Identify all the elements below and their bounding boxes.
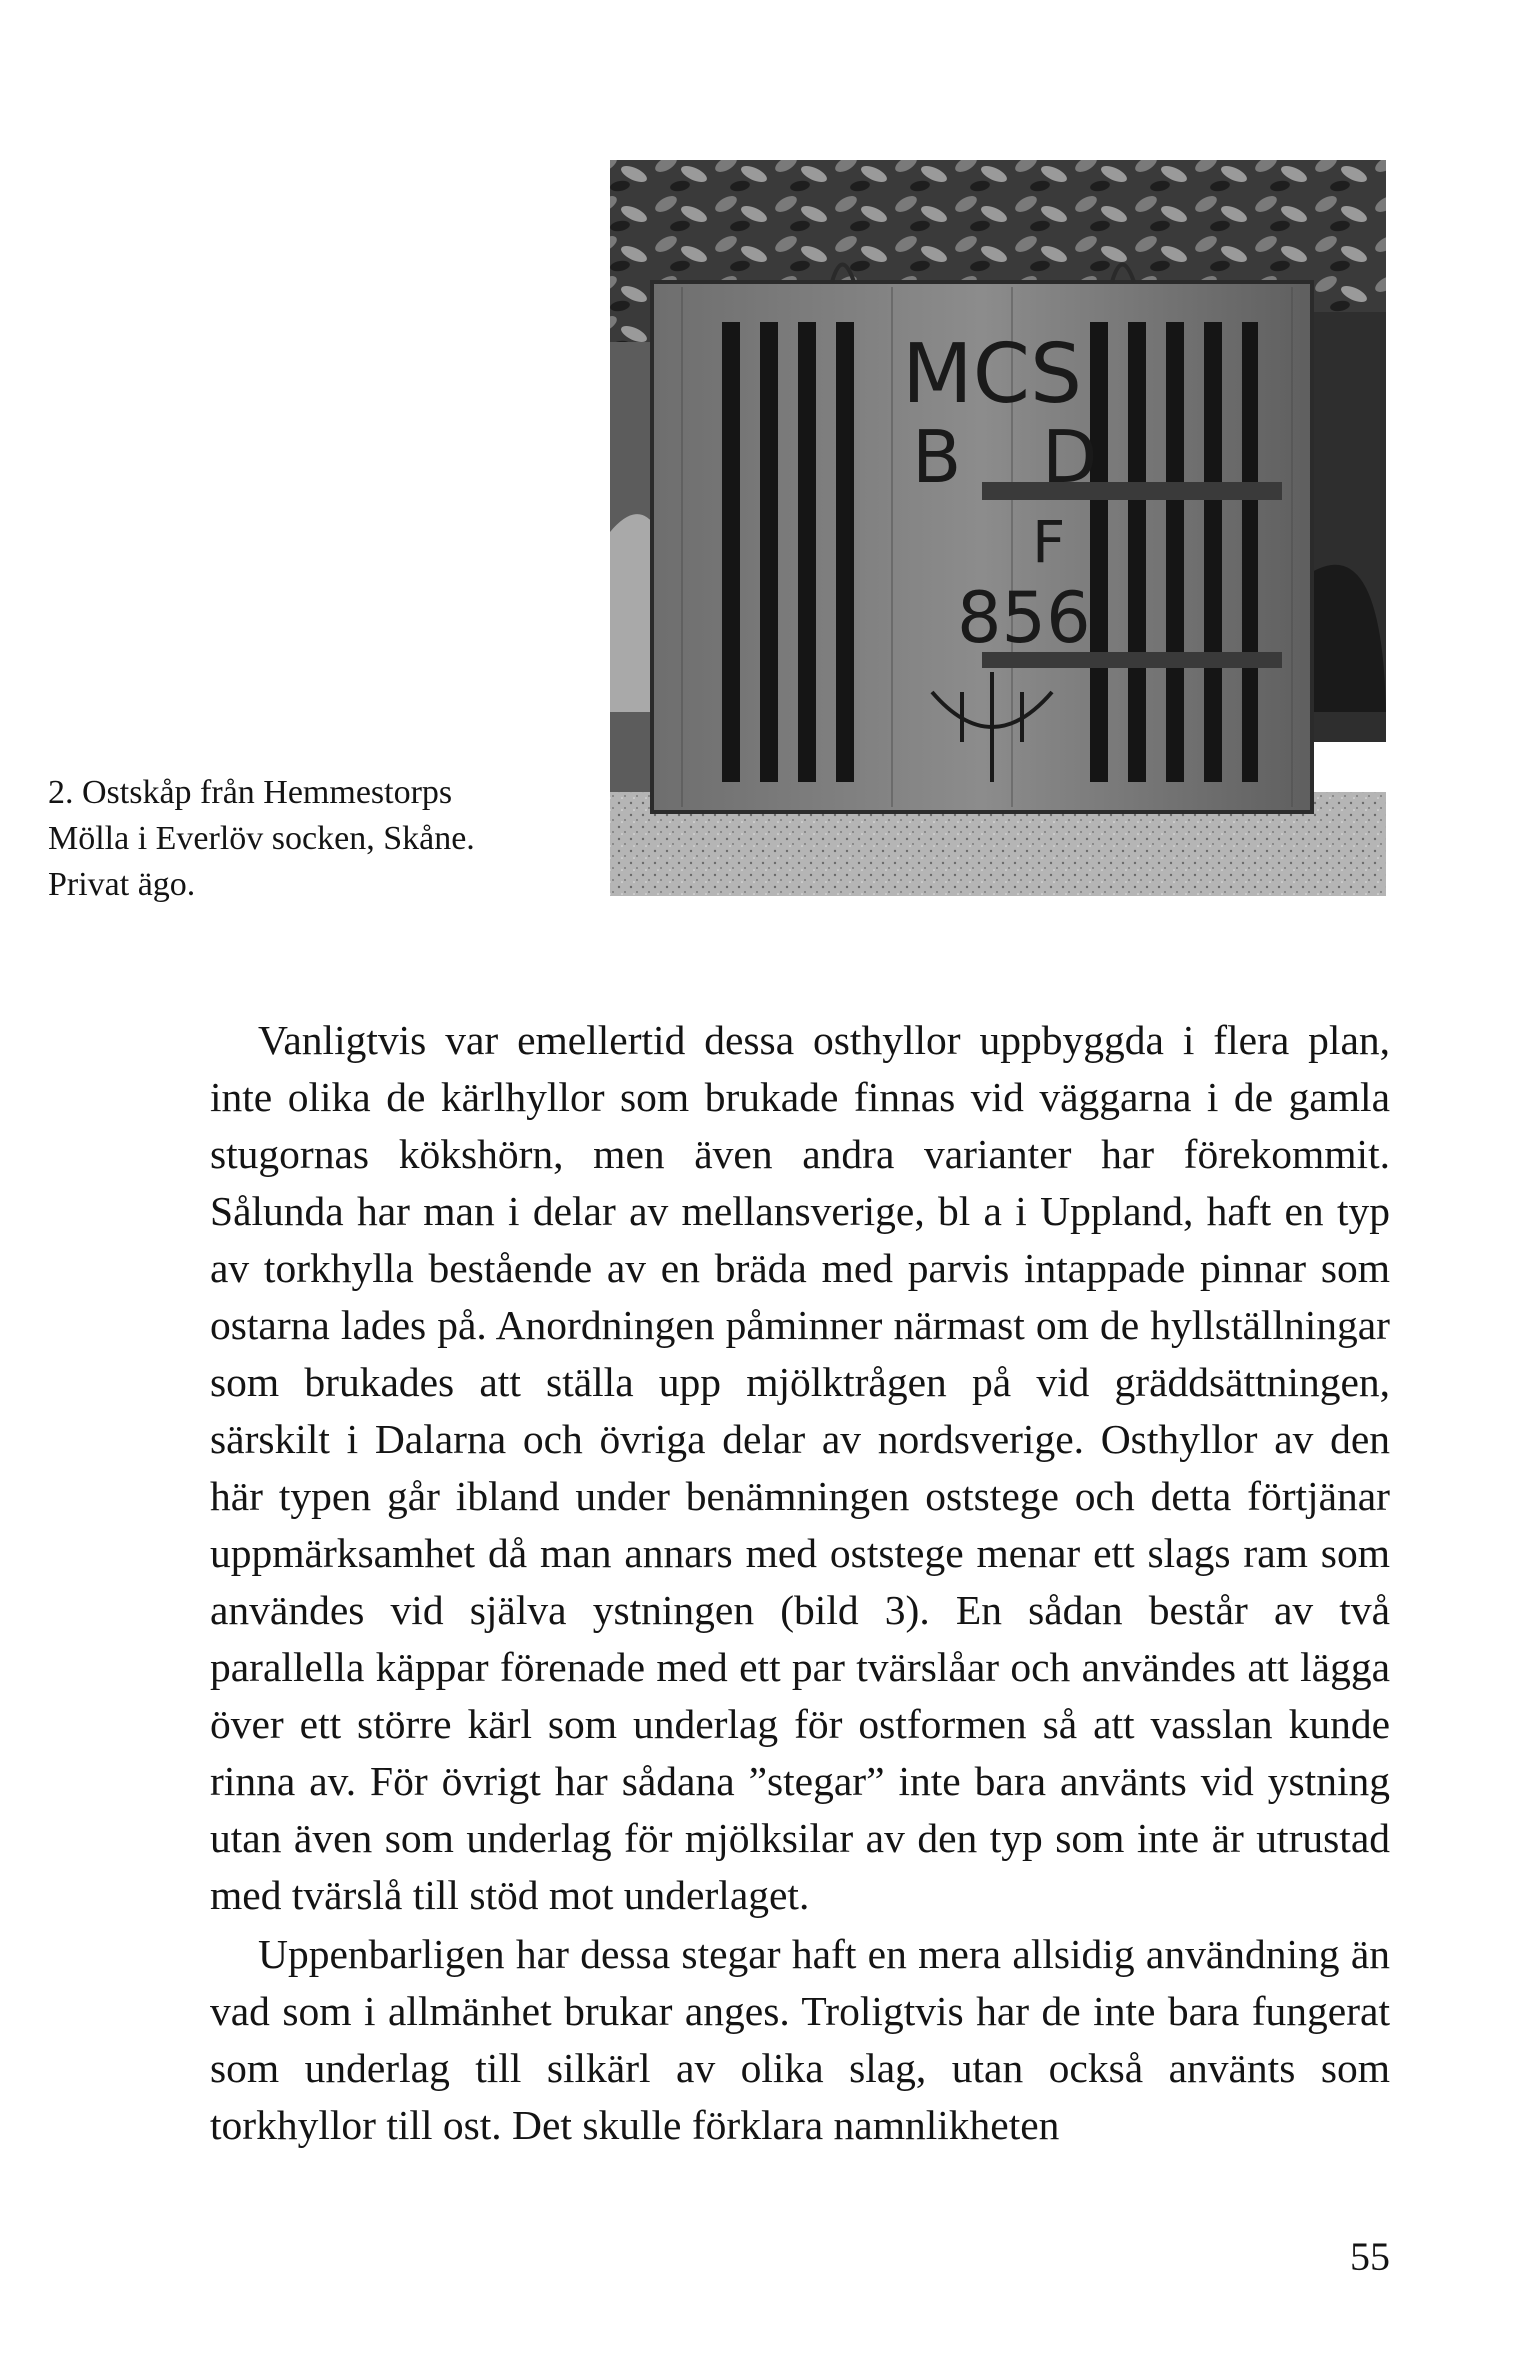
figure-caption xyxy=(48,770,558,908)
body-text xyxy=(210,1012,1390,2154)
carved-mcs: MCS xyxy=(902,327,1083,422)
caption-line: 2. Ostskåp från Hemmestorps xyxy=(48,774,453,811)
paragraph: Vanligtvis var emellertid dessa osthyllor uppbyggda i flera plan, inte olika de kärlhyllor som brukade finnas vid väggarna i de gamla stugornas kökshörn, men även andra varianter har förekommit. Sålunda har man i delar av mellansverige, bl a i Uppland, haft en typ av torkhylla bestående av en bräda med parvis intappade pinnar som ostarna lades på. Anordningen påminner närmast om de hyllställningar som brukades att ställa upp mjölktrågen på vid gräddsättningen, särskilt i Dalarna och övriga delar av nordsverige. Osthyllor av den här typen går ibland under benämningen oststege och detta förtjänar uppmärksamhet då man annars med oststege menar ett slags ram som användes vid själva ystningen (bild 3). En sådan består av två parallella käppar förenade med ett par tvärslåar och användes att lägga över ett större kärl som underlag för ostformen så att vasslan kunde rinna av. För övrigt har sådana ”stegar” inte bara använts vid ystning utan även som underlag för mjölksilar av den typ som inte är utrustad med tvärslå till stöd mot underlaget. xyxy=(210,1017,1390,1918)
svg-text:B: B xyxy=(912,415,962,499)
page-number: 55 xyxy=(1350,2234,1390,2279)
caption-line: Mölla i Everlöv socken, Skåne. xyxy=(48,820,475,857)
photograph-icon xyxy=(592,152,1392,896)
paragraph: Uppenbarligen har dessa stegar haft en mera allsidig användning än vad som i allmänhet brukar anges. Troligtvis har de inte bara fungerat som underlag till silkärl av olika slag, utan också använts som torkhyllor till ost. Det skulle förklara namnlikheten xyxy=(210,1931,1390,2148)
svg-text:D: D xyxy=(1042,415,1098,499)
svg-text:856: 856 xyxy=(957,577,1091,659)
cheese-cupboard-photo xyxy=(592,152,1392,896)
caption-line: Privat ägo. xyxy=(48,866,196,903)
svg-text:F: F xyxy=(1032,508,1066,576)
